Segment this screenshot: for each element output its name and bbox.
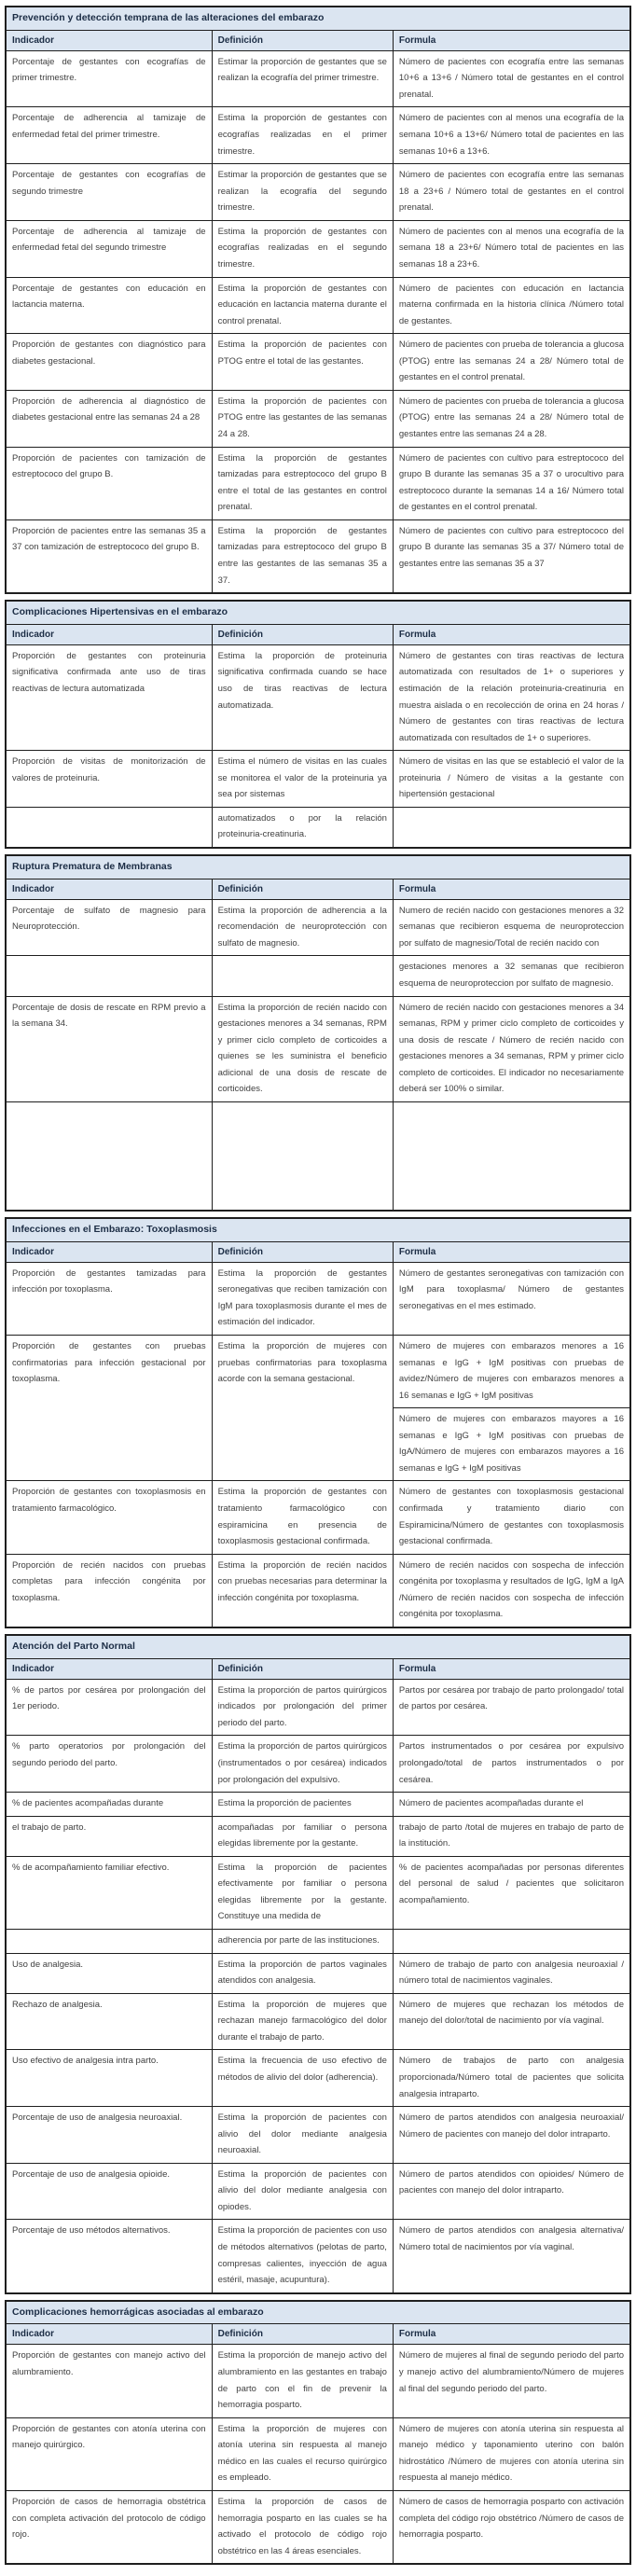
cell-indicador: Uso efectivo de analgesia intra parto.	[6, 2050, 212, 2107]
cell-formula: Número de pacientes con prueba de tolerancia a glucosa (PTOG) entre las semanas 24 a 28/ Número total de gestantes en el control prenatal.	[393, 334, 630, 391]
cell-indicador: % parto operatorios por prolongación del segundo periodo del parto.	[6, 1736, 212, 1793]
cell-definicion: Estima la proporción de pacientes con alivio del dolor mediante analgesia con opiodes.	[212, 2163, 393, 2220]
cell-definicion: Estima la proporción de proteinuria significativa confirmada cuando se hace uso de tiras reactivas de lectura automatizada.	[212, 644, 393, 750]
cell-formula: Número de partos atendidos con opioides/ Número de pacientes con manejo del dolor intraparto.	[393, 2163, 630, 2220]
column-header: Formula	[393, 1658, 630, 1679]
table-row	[6, 1679, 630, 1736]
table-row	[6, 1856, 630, 1929]
cell-indicador	[6, 956, 212, 996]
cell-definicion: Estima la proporción de gestantes seronegativas que reciben tamización con IgM para toxoplasmosis durante el mes de estimación del indicador.	[212, 1262, 393, 1335]
cell-formula: Número de pacientes con al menos una ecografía de la semana 18 a 23+6/ Número total de pacientes en las semanas 18 a 23+6.	[393, 220, 630, 277]
column-header: Formula	[393, 2324, 630, 2345]
indicator-table-section	[5, 2300, 631, 2566]
cell-formula: Partos por cesárea por trabajo de parto prolongado/ total de partos por cesárea.	[393, 1679, 630, 1736]
table-row	[6, 996, 630, 1101]
cell-formula: Número de pacientes con prueba de tolerancia a glucosa (PTOG) entre las semanas 24 a 28/ Número total de gestantes entre las semanas 24 a 28.	[393, 390, 630, 447]
cell-formula: Número de pacientes con educación en lactancia materna confirmada en la historia clínica /Número total de gestantes.	[393, 277, 630, 334]
cell-definicion: Estima la proporción de casos de hemorragia posparto en las cuales se ha activado el protocolo de código rojo obstétrico en las 4 áreas esenciales.	[212, 2490, 393, 2564]
table-row	[6, 2417, 630, 2490]
cell-definicion: Estima la proporción de pacientes efectivamente por familiar o persona elegidas libremente por la gestante. Constituye una medida de	[212, 1856, 393, 1929]
cell-definicion: Estima la proporción de recién nacido con gestaciones menores a 34 semanas, RPM y primer ciclo completo de corticoides a quienes se les suministra el beneficio adicional de una dosis de rescate de corticoides.	[212, 996, 393, 1101]
cell-definicion: Estima la proporción de partos quirúrgicos (instrumentados o por cesárea) indicados por prolongación del expulsivo.	[212, 1736, 393, 1793]
cell-formula: gestaciones menores a 32 semanas que recibieron esquema de neuroproteccion por sulfato de magnesio.	[393, 956, 630, 996]
table-row	[6, 1930, 630, 1954]
cell-indicador: Proporción de gestantes con pruebas confirmatorias para infección gestacional por toxoplasma.	[6, 1335, 212, 1481]
table-row	[6, 1335, 630, 1481]
cell-definicion	[212, 956, 393, 996]
table-row	[6, 1101, 630, 1211]
cell-indicador: % de pacientes acompañadas durante	[6, 1793, 212, 1817]
table-row	[6, 220, 630, 277]
indicator-table-section	[5, 6, 631, 594]
cell-definicion: Estima la proporción de adherencia a la recomendación de neuroprotección con sulfato de magnesio.	[212, 899, 393, 956]
table-row	[6, 277, 630, 334]
table-row	[6, 50, 630, 107]
indicator-table-section	[5, 854, 631, 1212]
cell-indicador: Porcentaje de adherencia al tamizaje de enfermedad fetal del primer trimestre.	[6, 107, 212, 164]
cell-definicion: Estima la proporción de gestantes con ecografías realizadas en el primer trimestre.	[212, 107, 393, 164]
cell-definicion: Estima la proporción de manejo activo del alumbramiento en las gestantes en trabajo de parto con el fin de prevenir la hemorragia posparto.	[212, 2345, 393, 2417]
cell-indicador: Proporción de gestantes con diagnóstico para diabetes gestacional.	[6, 334, 212, 391]
cell-indicador: Porcentaje de uso métodos alternativos.	[6, 2220, 212, 2293]
cell-indicador: Rechazo de analgesia.	[6, 1993, 212, 2050]
column-header: Definición	[212, 1241, 393, 1262]
cell-formula: Número de gestantes seronegativas con tamización con IgM para toxoplasma/ Número de gestantes seronegativas en el mes estimado.	[393, 1262, 630, 1335]
cell-formula: Número de mujeres al final de segundo periodo del parto y manejo activo del alumbramiento/Número de mujeres al final del segundo periodo del parto.	[393, 2345, 630, 2417]
cell-formula: Número de mujeres que rechazan los métodos de manejo del dolor/total de nacimiento por vía vaginal.	[393, 1993, 630, 2050]
column-header: Definición	[212, 30, 393, 50]
table-row	[6, 956, 630, 996]
column-header: Definición	[212, 624, 393, 644]
table-row	[6, 164, 630, 221]
cell-definicion: Estima la proporción de recién nacidos con pruebas necesarias para determinar la infección congénita por toxoplasma.	[212, 1554, 393, 1627]
cell-formula: Número de visitas en las que se estableció el valor de la proteinuria / Número de visitas a la gestante con hipertensión gestacional	[393, 751, 630, 808]
section-title: Atención del Parto Normal	[6, 1635, 630, 1658]
cell-formula: Numero de recién nacido con gestaciones menores a 32 semanas que recibieron esquema de neuroproteccion por sulfato de magnesio/Total de recién nacido con	[393, 899, 630, 956]
cell-definicion	[212, 1101, 393, 1211]
table-row	[6, 447, 630, 519]
cell-indicador: Proporción de pacientes con tamización de estreptococo del grupo B.	[6, 447, 212, 519]
cell-indicador: Proporción de pacientes entre las semanas 35 a 37 con tamización de estreptococo del grupo B.	[6, 519, 212, 593]
table-row	[6, 807, 630, 848]
column-header: Indicador	[6, 2324, 212, 2345]
table-row	[6, 2345, 630, 2417]
cell-indicador: Porcentaje de gestantes con ecografías de segundo trimestre	[6, 164, 212, 221]
section-title: Prevención y detección temprana de las alteraciones del embarazo	[6, 7, 630, 30]
cell-indicador: Porcentaje de uso de analgesia opioide.	[6, 2163, 212, 2220]
cell-definicion: Estima la frecuencia de uso efectivo de métodos de alivio del dolor (adherencia).	[212, 2050, 393, 2107]
section-title: Complicaciones hemorrágicas asociadas al embarazo	[6, 2301, 630, 2324]
cell-formula: Número de pacientes con cultivo para estreptococo del grupo B durante las semanas 35 a 37 o urocultivo para estreptococo durante la semanas 14 a 16/ Número total de gestantes en el control prenatal.	[393, 447, 630, 519]
cell-indicador: Porcentaje de adherencia al tamizaje de enfermedad fetal del segundo trimestre	[6, 220, 212, 277]
column-header: Definición	[212, 1658, 393, 1679]
cell-definicion: Estima la proporción de partos vaginales atendidos con analgesia.	[212, 1953, 393, 1993]
cell-definicion: Estima la proporción de pacientes con alivio del dolor mediante analgesia neuroaxial.	[212, 2107, 393, 2164]
cell-indicador: Proporción de gestantes tamizadas para infección por toxoplasma.	[6, 1262, 212, 1335]
cell-indicador: Proporción de visitas de monitorización de valores de proteinuria.	[6, 751, 212, 808]
cell-formula: Número de pacientes con al menos una ecografía de la semana 10+6 a 13+6/ Número total de pacientes en las semanas 10+6 a 13+6.	[393, 107, 630, 164]
cell-formula: Número de casos de hemorragia posparto con activación completa del código rojo obstétrico /Número de casos de hemorragia posparto.	[393, 2490, 630, 2564]
column-header: Indicador	[6, 879, 212, 899]
cell-indicador: Proporción de gestantes con proteinuria significativa confirmada ante uso de tiras reactivas de lectura automatizada	[6, 644, 212, 750]
cell-definicion: Estima la proporción de mujeres con pruebas confirmatorias para toxoplasma acorde con la semana gestacional.	[212, 1335, 393, 1481]
cell-formula: % de pacientes acompañadas por personas diferentes del personal de salud / pacientes que solicitaron acompañamiento.	[393, 1856, 630, 1929]
table-row	[6, 1816, 630, 1856]
table-row	[6, 899, 630, 956]
table-row	[6, 2163, 630, 2220]
cell-formula: Partos instrumentados o por cesárea por expulsivo prolongado/total de partos instrumentados o por cesárea.	[393, 1736, 630, 1793]
column-header: Indicador	[6, 1241, 212, 1262]
cell-formula	[393, 1101, 630, 1211]
table-row	[6, 1554, 630, 1627]
table-row	[6, 1736, 630, 1793]
cell-definicion: Estima la proporción de pacientes con uso de métodos alternativos (pelotas de parto, compresas calientes, inyección de agua estéril, masaje, acupuntura).	[212, 2220, 393, 2293]
cell-formula: Número de trabajo de parto con analgesia neuroaxial / número total de nacimientos vaginales.	[393, 1953, 630, 1993]
table-row	[6, 1953, 630, 1993]
cell-indicador: Uso de analgesia.	[6, 1953, 212, 1993]
column-header: Formula	[393, 624, 630, 644]
column-header: Indicador	[6, 624, 212, 644]
cell-indicador: Porcentaje de gestantes con educación en lactancia materna.	[6, 277, 212, 334]
table-row	[6, 519, 630, 593]
cell-formula	[393, 1930, 630, 1954]
cell-indicador: Proporción de adherencia al diagnóstico de diabetes gestacional entre las semanas 24 a 28	[6, 390, 212, 447]
cell-definicion: acompañadas por familiar o persona elegidas libremente por la gestante.	[212, 1816, 393, 1856]
cell-definicion: Estima la proporción de mujeres que rechazan manejo farmacológico del dolor durante el trabajo de parto.	[212, 1993, 393, 2050]
cell-formula	[393, 1335, 630, 1481]
indicator-table-section	[5, 600, 631, 849]
cell-definicion: Estima la proporción de pacientes con PTOG entre el total de las gestantes.	[212, 334, 393, 391]
cell-formula: Número de mujeres con atonía uterina sin respuesta al manejo médico y taponamiento uterino con balón hidrostático /Número de mujeres con atonía uterina sin respuesta al manejo médico.	[393, 2417, 630, 2490]
cell-indicador: % de partos por cesárea por prolongación del 1er periodo.	[6, 1679, 212, 1736]
cell-indicador	[6, 807, 212, 848]
cell-formula: Número de partos atendidos con analgesia alternativa/ Número total de nacimientos por vía vaginal.	[393, 2220, 630, 2293]
cell-definicion: Estima la proporción de gestantes con tratamiento farmacológico con espiramicina en presencia de toxoplasmosis gestacional confirmada.	[212, 1481, 393, 1554]
cell-indicador: Porcentaje de sulfato de magnesio para Neuroprotección.	[6, 899, 212, 956]
cell-indicador	[6, 1101, 212, 1211]
cell-definicion: automatizados o por la relación proteinuria-creatinuria.	[212, 807, 393, 848]
formula-part: Número de mujeres con embarazos mayores a 16 semanas e IgG + IgM positivas con pruebas de IgA/Número de mujeres con embarazos mayores a 16 semanas e IgG + IgM positivas	[394, 1407, 629, 1480]
table-row	[6, 2220, 630, 2293]
section-title: Ruptura Prematura de Membranas	[6, 855, 630, 879]
cell-indicador: Proporción de gestantes con manejo activo del alumbramiento.	[6, 2345, 212, 2417]
table-row	[6, 1993, 630, 2050]
cell-definicion: Estima la proporción de mujeres con atonía uterina sin respuesta al manejo médico en las cuales el recurso quirúrgico es empleado.	[212, 2417, 393, 2490]
cell-definicion: Estimar la proporción de gestantes que se realizan la ecografía del segundo trimestre.	[212, 164, 393, 221]
column-header: Indicador	[6, 1658, 212, 1679]
cell-definicion: Estima la proporción de pacientes con PTOG entre las gestantes de las semanas 24 a 28.	[212, 390, 393, 447]
cell-definicion: Estima la proporción de gestantes tamizadas para estreptococo del grupo B entre el total de las gestantes en control prenatal.	[212, 447, 393, 519]
cell-indicador: Porcentaje de gestantes con ecografías de primer trimestre.	[6, 50, 212, 107]
table-row	[6, 1793, 630, 1817]
cell-indicador: Porcentaje de uso de analgesia neuroaxial.	[6, 2107, 212, 2164]
cell-formula: Número de gestantes con tiras reactivas de lectura automatizada con resultados de 1+ o superiores y estimación de la relación proteinuria-creatinuria en muestra aislada o en recolección de orina en 24 horas / Número de gestantes con tiras reactivas de lectura automatizada con resultados de 1+ o superiores.	[393, 644, 630, 750]
cell-indicador: Proporción de gestantes con atonía uterina con manejo quirúrgico.	[6, 2417, 212, 2490]
table-row	[6, 2107, 630, 2164]
table-row	[6, 2490, 630, 2564]
cell-indicador: Proporción de casos de hemorragia obstétrica con completa activación del protocolo de código rojo.	[6, 2490, 212, 2564]
column-header: Definición	[212, 2324, 393, 2345]
table-row	[6, 107, 630, 164]
table-row	[6, 2050, 630, 2107]
cell-formula: Número de recién nacidos con sospecha de infección congénita por toxoplasma y resultados de IgG, IgM a IgA /Número de recién nacidos con sospecha de infección congénita por toxoplasma.	[393, 1554, 630, 1627]
cell-indicador: el trabajo de parto.	[6, 1816, 212, 1856]
table-row	[6, 1481, 630, 1554]
column-header: Formula	[393, 1241, 630, 1262]
cell-indicador: Porcentaje de dosis de rescate en RPM previo a la semana 34.	[6, 996, 212, 1101]
cell-definicion: Estima la proporción de gestantes con educación en lactancia materna durante el control prenatal.	[212, 277, 393, 334]
cell-definicion: Estima el número de visitas en las cuales se monitorea el valor de la proteinuria ya sea por sistemas	[212, 751, 393, 808]
table-row	[6, 390, 630, 447]
section-title: Complicaciones Hipertensivas en el embarazo	[6, 601, 630, 624]
cell-formula: Número de gestantes con toxoplasmosis gestacional confirmada y tratamiento diario con Espiramicina/Número de gestantes con toxoplasmosis gestacional confirmada.	[393, 1481, 630, 1554]
indicator-table-section	[5, 1634, 631, 2294]
cell-formula: Número de pacientes con ecografía entre las semanas 18 a 23+6 / Número total de gestantes en el control prenatal.	[393, 164, 630, 221]
cell-indicador: % de acompañamiento familiar efectivo.	[6, 1856, 212, 1929]
cell-definicion: Estima la proporción de pacientes	[212, 1793, 393, 1817]
cell-formula: Número de recién nacido con gestaciones menores a 34 semanas, RPM y primer ciclo completo de corticoides y una dosis de rescate / Número de recién nacido con gestaciones menores a 34 semanas, RPM y primer ciclo completo de corticoides. El indicador no necesariamente deberá ser 100% o similar.	[393, 996, 630, 1101]
cell-definicion: Estima la proporción de partos quirúrgicos indicados por prolongación del primer periodo del parto.	[212, 1679, 393, 1736]
column-header: Indicador	[6, 30, 212, 50]
cell-formula: Número de partos atendidos con analgesia neuroaxial/ Número de pacientes con manejo del dolor intraparto.	[393, 2107, 630, 2164]
cell-formula: Número de pacientes con ecografía entre las semanas 10+6 a 13+6 / Número total de gestantes en el control prenatal.	[393, 50, 630, 107]
table-row	[6, 334, 630, 391]
cell-definicion: Estimar la proporción de gestantes que se realizan la ecografía del primer trimestre.	[212, 50, 393, 107]
cell-formula: Número de pacientes con cultivo para estreptococo del grupo B durante las semanas 35 a 37/ Número total de gestantes entre las semanas 35 a 37	[393, 519, 630, 593]
table-row	[6, 1262, 630, 1335]
formula-part: Número de mujeres con embarazos menores a 16 semanas e IgG + IgM positivas con pruebas de avidez/Número de mujeres con embarazos menores a 16 semanas e IgG + IgM positivas	[398, 1340, 624, 1401]
cell-definicion: adherencia por parte de las instituciones.	[212, 1930, 393, 1954]
cell-formula	[393, 807, 630, 848]
column-header: Definición	[212, 879, 393, 899]
column-header: Formula	[393, 30, 630, 50]
table-row	[6, 644, 630, 750]
cell-formula: Número de trabajos de parto con analgesia proporcionada/Número total de pacientes que solicita analgesia intraparto.	[393, 2050, 630, 2107]
cell-definicion: Estima la proporción de gestantes con ecografías realizadas en el segundo trimestre.	[212, 220, 393, 277]
indicator-table-section	[5, 1217, 631, 1628]
cell-indicador: Proporción de recién nacidos con pruebas completas para infección congénita por toxoplasma.	[6, 1554, 212, 1627]
section-title: Infecciones en el Embarazo: Toxoplasmosis	[6, 1218, 630, 1241]
cell-formula: trabajo de parto /total de mujeres en trabajo de parto de la institución.	[393, 1816, 630, 1856]
cell-formula: Número de pacientes acompañadas durante el	[393, 1793, 630, 1817]
cell-definicion: Estima la proporción de gestantes tamizadas para estreptococo del grupo B entre las gestantes de las semanas 35 a 37.	[212, 519, 393, 593]
cell-indicador	[6, 1930, 212, 1954]
table-row	[6, 751, 630, 808]
cell-indicador: Proporción de gestantes con toxoplasmosis en tratamiento farmacológico.	[6, 1481, 212, 1554]
column-header: Formula	[393, 879, 630, 899]
